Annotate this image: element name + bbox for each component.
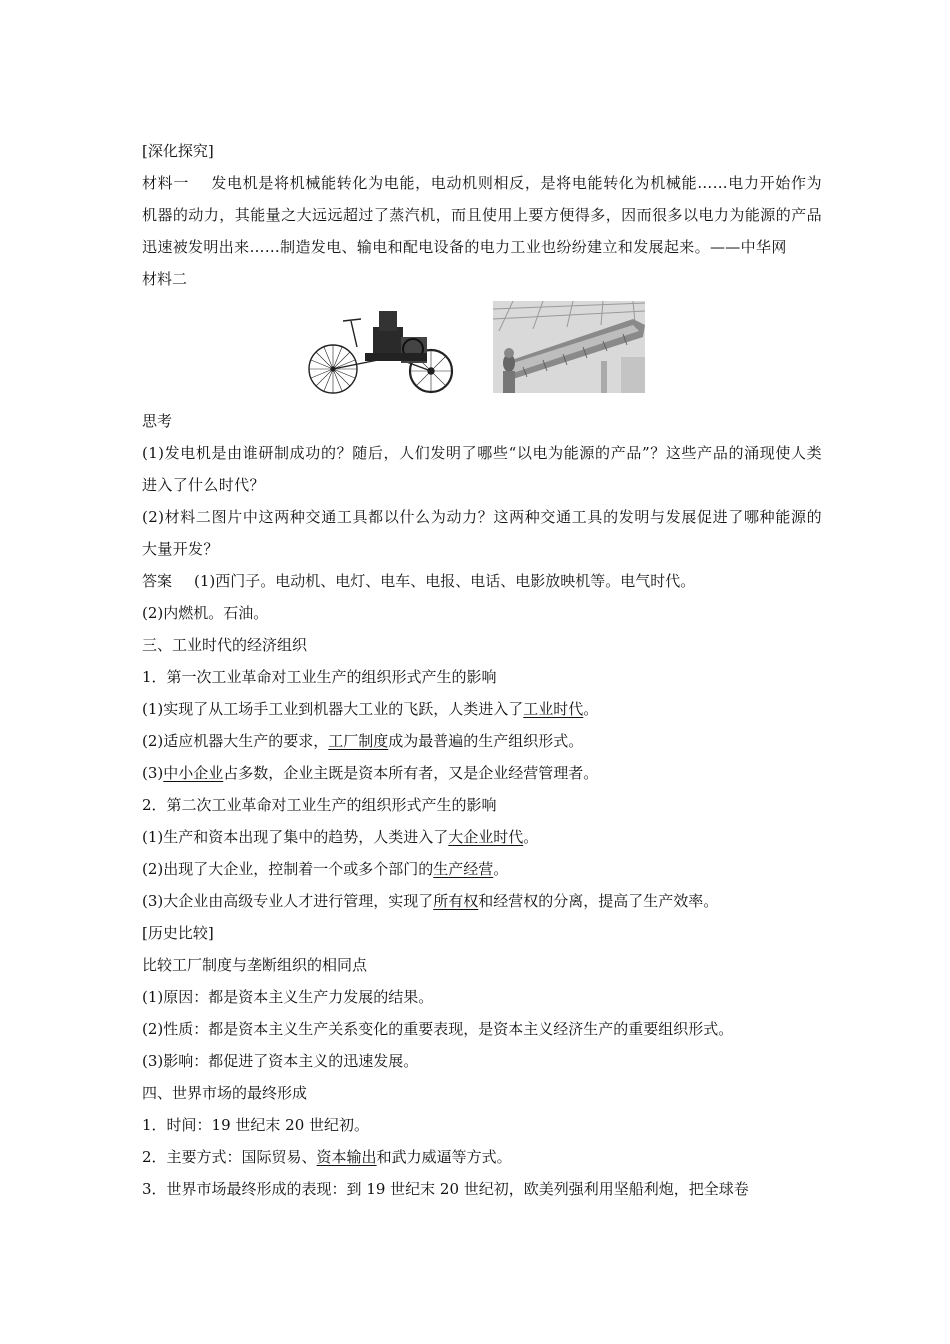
- text: (1)生产和资本出现了集中的趋势，人类进入了: [142, 828, 449, 846]
- material-two-figures: [142, 295, 822, 405]
- motor-car-image: [303, 301, 463, 395]
- underlined-term: 工业时代: [523, 700, 584, 718]
- text: 。: [493, 860, 509, 878]
- answer-2: (2)内燃机。石油。: [142, 604, 269, 622]
- document-page: [142, 135, 822, 1205]
- airplane-image: [493, 301, 645, 393]
- think-question-1: (1)发电机是由谁研制成功的？随后，人们发明了哪些“以电为能源的产品”？这些产品的涌现使人类进入了什么时代？: [142, 444, 822, 494]
- history-compare-tag: [历史比较]: [142, 924, 214, 942]
- answer-label: 答案: [142, 572, 173, 590]
- answer-1: [142, 565, 822, 597]
- section-3-1-item-2: [142, 725, 822, 757]
- text: (3)大企业由高级专业人才进行管理，实现了: [142, 892, 434, 910]
- history-compare-item-1: (1)原因：都是资本主义生产力发展的结果。: [142, 988, 434, 1006]
- material-one-text: 发电机是将机械能转化为电能，电动机则相反，是将电能转化为机械能……电力开始作为机器的动力，其能量之大远远超过了蒸汽机，而且使用上要方便得多，因而很多以电力为能源的产品迅速被发明出来……制造发电、输电和配电设备的电力工业也纷纷建立和发展起来。——中华网: [142, 174, 822, 256]
- material-one-label: 材料一: [142, 174, 190, 192]
- section-3-2-item-2: [142, 853, 822, 885]
- history-compare-item-2: (2)性质：都是资本主义生产关系变化的重要表现，是资本主义经济生产的重要组织形式。: [142, 1020, 734, 1038]
- underlined-term: 生产经营: [433, 860, 494, 878]
- underlined-term: 中小企业: [163, 764, 224, 782]
- section-3-1-title: 1．第一次工业革命对工业生产的组织形式产生的影响: [142, 668, 497, 686]
- text: 和经营权的分离，提高了生产效率。: [478, 892, 719, 910]
- underlined-term: 工厂制度: [328, 732, 389, 750]
- section-3-2-item-1: [142, 821, 822, 853]
- section-4-item-3: 3．世界市场最终形成的表现：到 19 世纪末 20 世纪初，欧美列强利用坚船利炮，把全球卷: [142, 1180, 749, 1198]
- section-3-title: 三、工业时代的经济组织: [142, 636, 308, 654]
- section-4-title: 四、世界市场的最终形成: [142, 1084, 308, 1102]
- section-tag-deepen: [深化探究]: [142, 142, 214, 160]
- think-label: 思考: [142, 412, 173, 430]
- think-question-2: (2)材料二图片中这两种交通工具都以什么为动力？这两种交通工具的发明与发展促进了哪种能源的大量开发？: [142, 508, 822, 558]
- underlined-term: 所有权: [433, 892, 479, 910]
- text: (2)适应机器大生产的要求，: [142, 732, 329, 750]
- section-4-item-1: 1．时间：19 世纪末 20 世纪初。: [142, 1116, 370, 1134]
- section-4-item-2: [142, 1141, 822, 1173]
- material-one: [142, 167, 822, 263]
- section-3-1-item-1: [142, 693, 822, 725]
- underlined-term: 大企业时代: [448, 828, 524, 846]
- text: (1)实现了从工场手工业到机器大工业的飞跃，人类进入了: [142, 700, 524, 718]
- section-3-2-item-3: [142, 885, 822, 917]
- material-two-label: 材料二: [142, 270, 188, 288]
- text: (3): [142, 764, 164, 782]
- text: 和武力威逼等方式。: [376, 1148, 512, 1166]
- answer-1-text: (1)西门子。电动机、电灯、电车、电报、电话、电影放映机等。电气时代。: [194, 572, 696, 590]
- section-3-2-title: 2．第二次工业革命对工业生产的组织形式产生的影响: [142, 796, 497, 814]
- text: 。: [523, 828, 539, 846]
- history-compare-item-3: (3)影响：都促进了资本主义的迅速发展。: [142, 1052, 419, 1070]
- text: 2．主要方式：国际贸易、: [142, 1148, 317, 1166]
- history-compare-title: 比较工厂制度与垄断组织的相同点: [142, 956, 368, 974]
- underlined-term: 资本输出: [316, 1148, 377, 1166]
- text: (2)出现了大企业，控制着一个或多个部门的: [142, 860, 434, 878]
- text: 占多数，企业主既是资本所有者，又是企业经营管理者。: [223, 764, 599, 782]
- section-3-1-item-3: [142, 757, 822, 789]
- text: 。: [583, 700, 599, 718]
- text: 成为最普遍的生产组织形式。: [388, 732, 584, 750]
